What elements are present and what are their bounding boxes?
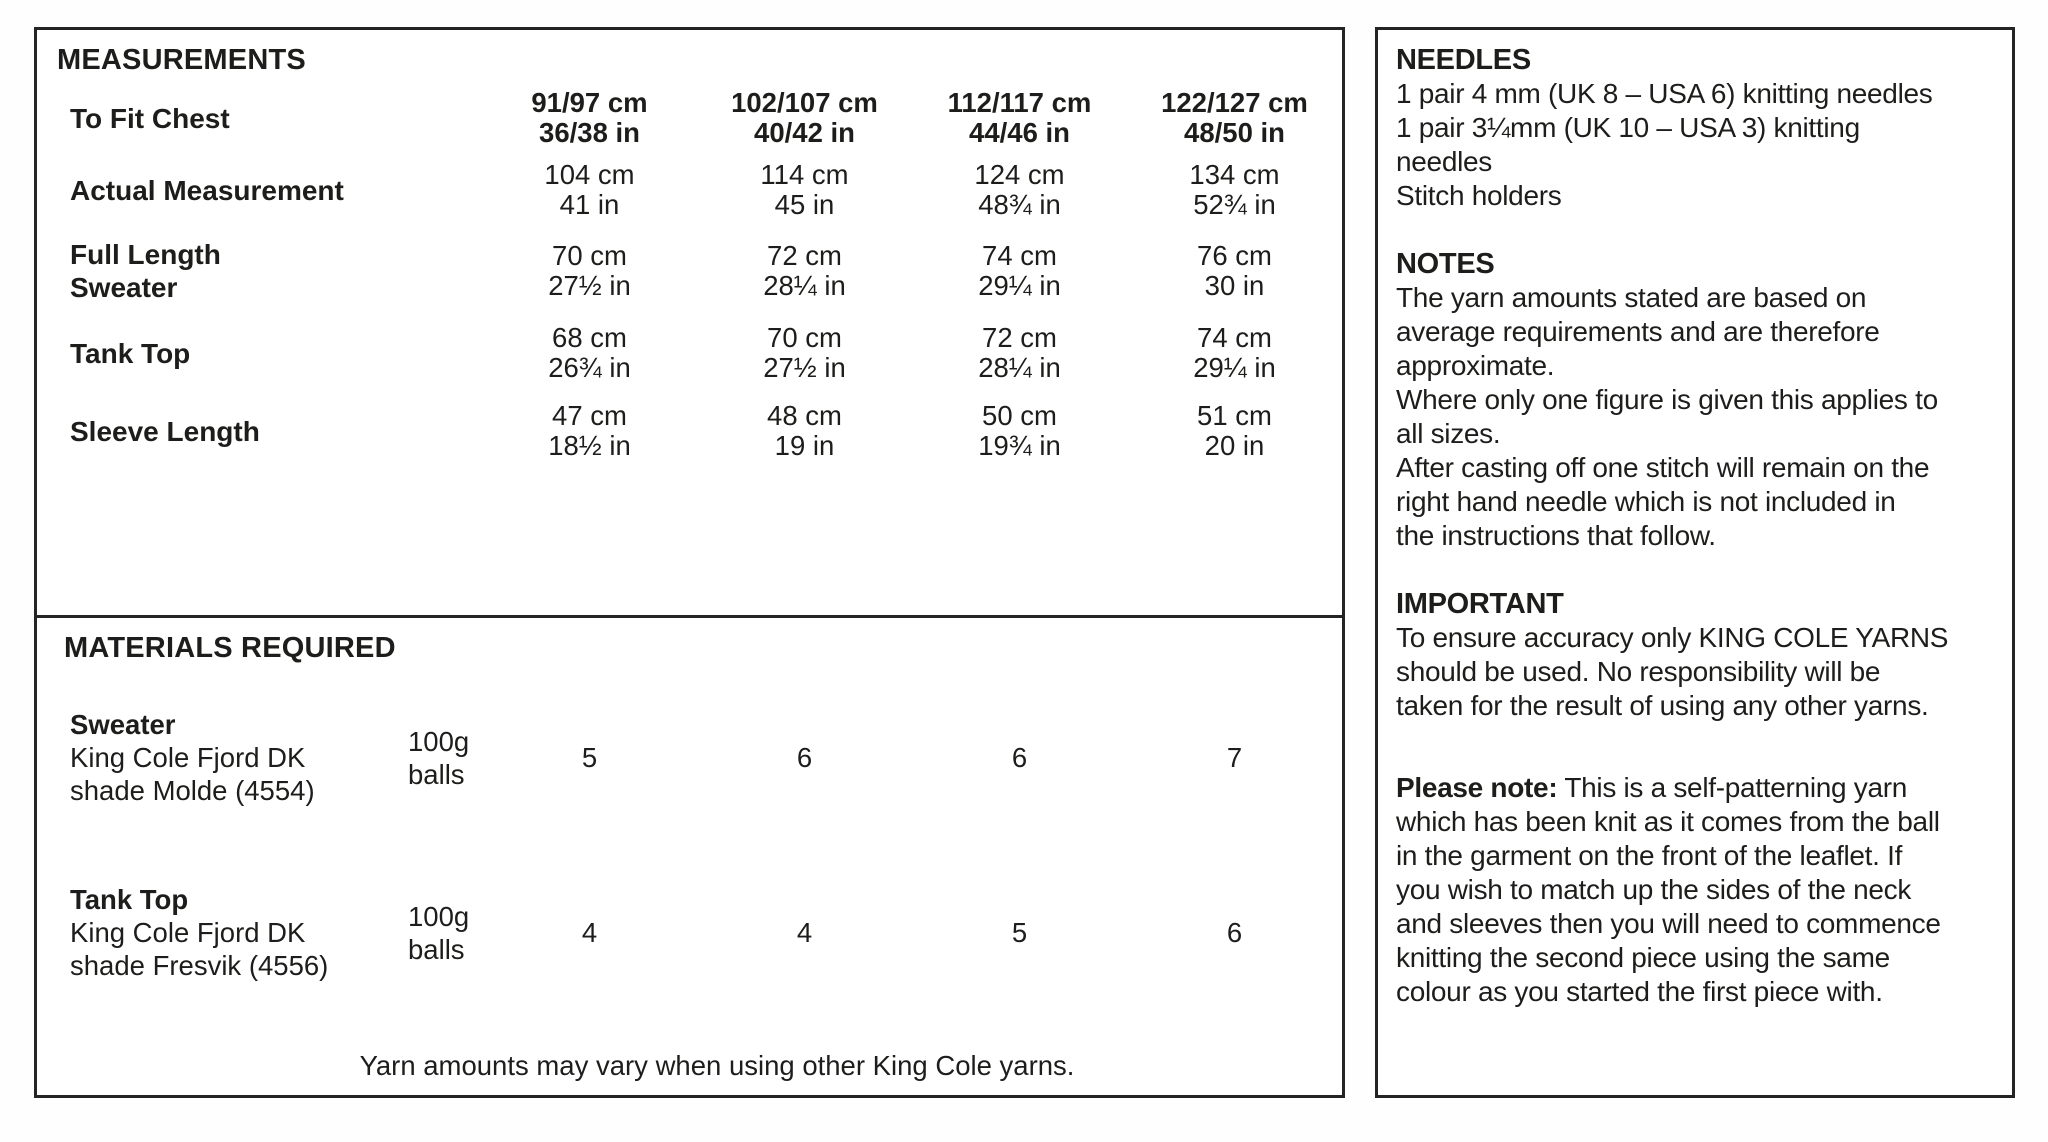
balls-count: 6 [796, 742, 813, 773]
size-value: 134 cm 52¾ in [1189, 159, 1280, 220]
size-value: 72 cm 28¼ in [763, 240, 846, 301]
notes-line: average requirements and are therefore [1396, 316, 1880, 347]
notes-line: approximate. [1396, 350, 1555, 381]
table-row-full-length-sweater [37, 238, 1342, 304]
measurements-title: MEASUREMENTS [57, 44, 306, 76]
size-value: 124 cm 48¾ in [974, 159, 1065, 220]
table-row-actual-measurement [37, 160, 1342, 220]
size-header-row [37, 88, 1342, 148]
yarn-name: King Cole Fjord DK [70, 917, 306, 948]
right-panel [1375, 27, 2015, 1098]
important-line: To ensure accuracy only KING COLE YARNS [1396, 622, 1949, 653]
please-note-text: This is a self-patterning yarn [1557, 772, 1908, 803]
please-note-line: colour as you started the first piece with. [1396, 976, 1883, 1007]
size-value: 72 cm 28¼ in [978, 322, 1061, 383]
please-note-line: which has been knit as it comes from the ball [1396, 806, 1940, 837]
row-label: Sleeve Length [70, 415, 260, 447]
balls-count: 6 [1226, 917, 1243, 948]
size-value: 48 cm 19 in [767, 400, 842, 461]
notes-line: After casting off one stitch will remain on the [1396, 452, 1930, 483]
size-header-1: 91/97 cm 36/38 in [531, 87, 648, 148]
row-label-to-fit-chest: To Fit Chest [70, 102, 230, 134]
balls-count: 7 [1226, 742, 1243, 773]
size-value: 70 cm 27½ in [763, 322, 846, 383]
please-note-line: in the garment on the front of the leaflet. If [1396, 840, 1903, 871]
material-row-sweater [37, 708, 1342, 807]
yarn-description [70, 708, 408, 807]
left-panel [34, 27, 1345, 1098]
garment-name: Tank Top [70, 884, 189, 915]
balls-count: 6 [1011, 742, 1028, 773]
size-header-2: 102/107 cm 40/42 in [731, 87, 878, 148]
measurements-section [37, 30, 1342, 618]
needles-line: Stitch holders [1396, 180, 1562, 211]
please-note-line: knitting the second piece using the same [1396, 942, 1890, 973]
material-label-cell [70, 883, 482, 982]
size-value: 68 cm 26¾ in [548, 322, 631, 383]
size-value: 74 cm 29¼ in [1193, 322, 1276, 383]
size-header-4: 122/127 cm 48/50 in [1161, 87, 1308, 148]
yarn-description [70, 883, 408, 982]
notes-title: NOTES [1396, 248, 1495, 280]
needles-line: 1 pair 3¼mm (UK 10 – USA 3) knitting [1396, 112, 1860, 143]
yarn-shade: shade Molde (4554) [70, 775, 315, 806]
please-note-line: you wish to match up the sides of the neck [1396, 874, 1912, 905]
please-note-label: Please note: [1396, 772, 1558, 803]
size-value: 104 cm 41 in [544, 159, 635, 220]
size-value: 50 cm 19¾ in [978, 400, 1061, 461]
pack-size: 100g balls [408, 725, 470, 790]
notes-line: all sizes. [1396, 418, 1501, 449]
notes-line: Where only one figure is given this applies to [1396, 384, 1938, 415]
notes-line: the instructions that follow. [1396, 520, 1716, 551]
row-label: Actual Measurement [70, 174, 344, 206]
table-row-tank-top [37, 323, 1342, 383]
table-row-sleeve-length [37, 401, 1342, 461]
pack-size: 100g balls [408, 900, 470, 965]
size-value: 47 cm 18½ in [548, 400, 631, 461]
material-row-tank-top [37, 883, 1342, 982]
please-note-line [1396, 771, 2004, 805]
garment-name: Sweater [70, 709, 176, 740]
important-line: taken for the result of using any other yarns. [1396, 690, 1929, 721]
row-label: Tank Top [70, 337, 191, 369]
size-value: 51 cm 20 in [1197, 400, 1272, 461]
balls-count: 5 [581, 742, 598, 773]
size-header-3: 112/117 cm 44/46 in [947, 87, 1092, 148]
size-value: 114 cm 45 in [760, 159, 849, 220]
needles-line: needles [1396, 146, 1492, 177]
materials-title: MATERIALS REQUIRED [64, 632, 396, 664]
materials-section [37, 618, 1342, 1095]
notes-line: The yarn amounts stated are based on [1396, 282, 1867, 313]
materials-footnote: Yarn amounts may vary when using other King Cole yarns. [359, 1050, 1075, 1081]
size-value: 74 cm 29¼ in [978, 240, 1061, 301]
material-label-cell [70, 708, 482, 807]
notes-line: right hand needle which is not included in [1396, 486, 1896, 517]
needles-title: NEEDLES [1396, 44, 1531, 76]
row-label: Full Length Sweater [70, 239, 221, 303]
size-value: 76 cm 30 in [1197, 240, 1272, 301]
balls-count: 4 [581, 917, 598, 948]
balls-count: 5 [1011, 917, 1028, 948]
important-line: should be used. No responsibility will be [1396, 656, 1881, 687]
needles-line: 1 pair 4 mm (UK 8 – USA 6) knitting needles [1396, 78, 1933, 109]
yarn-name: King Cole Fjord DK [70, 742, 306, 773]
balls-count: 4 [796, 917, 813, 948]
yarn-shade: shade Fresvik (4556) [70, 950, 329, 981]
please-note-line: and sleeves then you will need to commence [1396, 908, 1941, 939]
important-title: IMPORTANT [1396, 588, 1564, 620]
size-value: 70 cm 27½ in [548, 240, 631, 301]
